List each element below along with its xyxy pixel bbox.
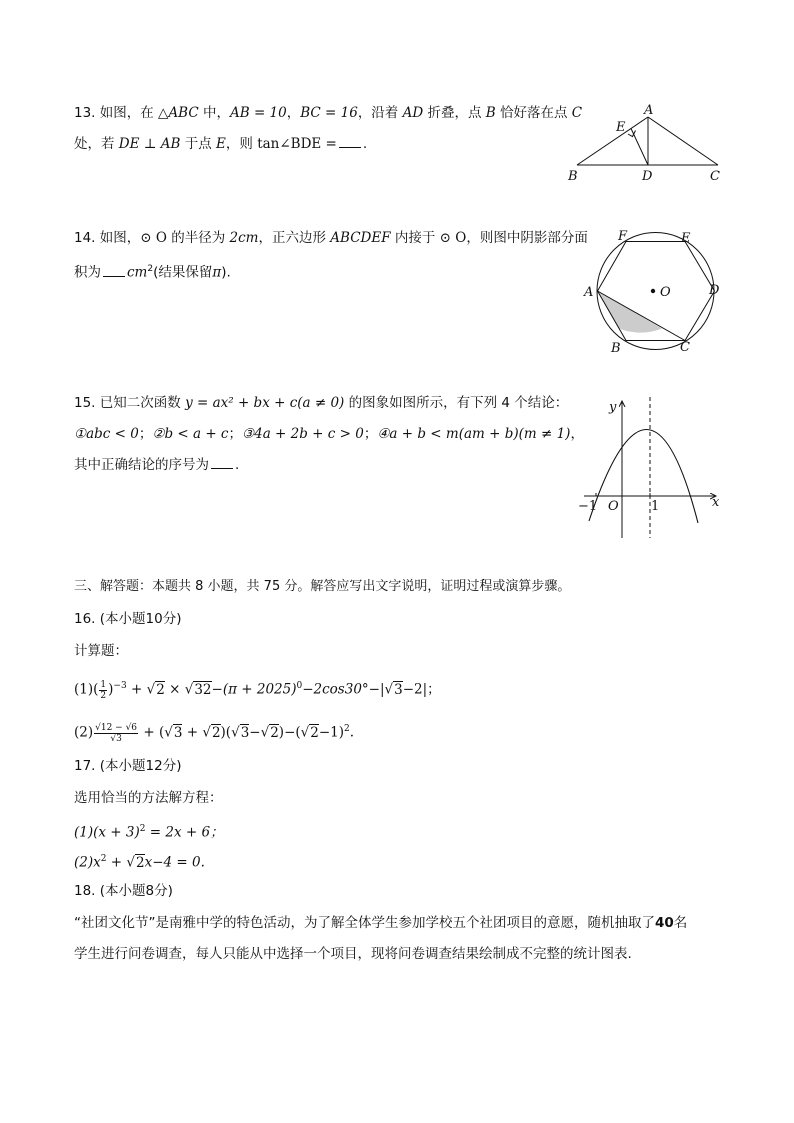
answer-blank xyxy=(103,264,125,277)
label-b: B xyxy=(611,341,621,356)
q17-heading: 17. (本小题12分) xyxy=(74,758,182,774)
q15-line-3: 其中正确结论的序号为 . xyxy=(74,457,240,473)
q13-line-2: 处，若 DE ⊥ AB 于点 E，则 tan∠BDE = . xyxy=(74,136,368,152)
label-e: E xyxy=(681,231,691,246)
label-1: 1 xyxy=(651,499,660,514)
fraction-half: $\frac{1}{2}$ xyxy=(100,679,107,701)
parabola-curve xyxy=(589,429,698,523)
q13-triangle-figure xyxy=(565,100,725,186)
label-f: F xyxy=(618,229,628,244)
label-d: D xyxy=(709,283,720,298)
label-a: A xyxy=(644,103,654,118)
q15-line-1: 15. 已知二次函数 y = ax² + bx + c(a ≠ 0) 的图象如图所示，有下列 4 个结论： xyxy=(74,395,569,411)
label-c: C xyxy=(710,169,720,184)
q14-line-1: 14. 如图，⊙ O 的半径为 2cm，正六边形 ABCDEF 内接于 ⊙ O，则图中阴影部分面 xyxy=(74,230,588,246)
shaded-segment xyxy=(619,329,662,333)
q13-line-1: 13. 如图，在 △ABC 中，AB = 10，BC = 16，沿着 AD 折叠，点 B 恰好落在点 C xyxy=(74,105,583,121)
q16-prompt: 计算题： xyxy=(74,643,128,659)
label-d: D xyxy=(642,169,653,184)
label-y: y xyxy=(609,400,617,415)
label-o: O xyxy=(660,285,671,300)
fraction-radicals: $\frac{√12 - √6}{√3}$ xyxy=(95,722,138,744)
answer-blank xyxy=(211,456,233,469)
segment-ac xyxy=(598,291,686,341)
section-3-heading: 三、解答题：本题共 8 小题，共 75 分。解答应写出文字说明，证明过程或演算步骤。 xyxy=(74,579,571,594)
q15-parabola-figure xyxy=(574,395,726,541)
q15-line-2: ①abc < 0；②b < a + c；③4a + 2b + c > 0；④a + b < m(am + b)(m ≠ 1)， xyxy=(74,426,584,442)
q16-expression-2: (2) $\frac{√12 - √6}{√3}$ + $(√3 + √2)(√3-√2)-(√2-1)^2$. xyxy=(74,722,355,744)
q17-prompt: 选用恰当的方法解方程： xyxy=(74,790,223,806)
label-o: O xyxy=(608,499,619,514)
q14-line-2: 积为 $cm^2$(结果保留π). xyxy=(74,264,231,281)
q17-equation-2: $(2)x^2 + √2x-4 = 0$. xyxy=(74,854,205,871)
circle-o xyxy=(597,233,714,350)
label-b: B xyxy=(568,169,578,184)
label-neg1: −1 xyxy=(578,499,598,514)
q16-heading: 16. (本小题10分) xyxy=(74,611,182,627)
q14-hexagon-figure xyxy=(578,224,728,360)
label-c: C xyxy=(680,340,690,355)
q18-line-2: 学生进行问卷调查，每人只能从中选择一个项目，现将问卷调查结果绘制成不完整的统计图表. xyxy=(74,946,632,962)
q17-equation-1: $(1)(x + 3)^2 = 2x + 6$； xyxy=(74,824,224,841)
label-e: E xyxy=(616,120,626,135)
center-point xyxy=(651,289,655,293)
q18-line-1: “社团文化节”是南雅中学的特色活动，为了解全体学生参加学校五个社团项目的意愿，随机抽取了40名 xyxy=(74,915,688,931)
q18-heading: 18. (本小题8分) xyxy=(74,883,173,899)
answer-blank xyxy=(339,135,361,148)
segment-ac xyxy=(648,117,718,165)
label-x: x xyxy=(712,495,720,510)
q16-expression-1: (1)( $\frac{1}{2}$ )$^{-3} + √2 \times √32-(\pi + 2025)^0-2\cos 30^\circ-|√3-2|$； xyxy=(74,679,441,701)
label-a: A xyxy=(584,285,594,300)
